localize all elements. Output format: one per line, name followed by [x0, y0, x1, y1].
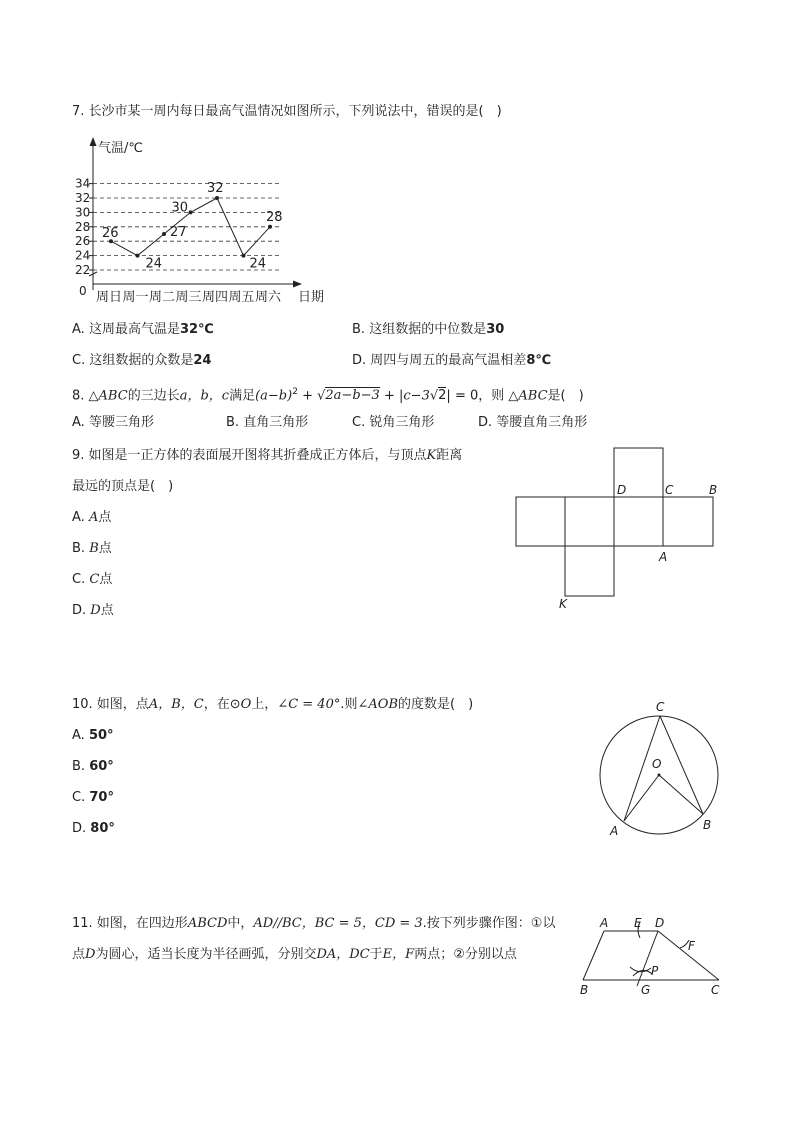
data-label-3: 30: [171, 200, 189, 216]
sqrt-sign: √: [317, 388, 326, 404]
q10-stem: 10. 如图，点A，B，C，在⊙O上，∠C = 40°.则∠AOB的度数是( ): [72, 697, 474, 712]
q10-option-b[interactable]: B. 60°: [72, 759, 114, 774]
q7-option-b[interactable]: B. 这组数据的中位数是30: [352, 322, 505, 337]
y-tick-label-28: 28: [75, 219, 91, 234]
vertex-d: D: [617, 483, 627, 497]
q11-stem-line2: 点D为圆心，适当长度为半径画弧，分别交DA，DC于E，F两点；②分别以点: [72, 947, 517, 962]
point-p: P: [651, 964, 659, 978]
x-tick-label-2: 周二: [149, 290, 176, 305]
point-e: E: [634, 916, 642, 930]
q8-option-c[interactable]: C. 锐角三角形: [352, 415, 435, 430]
point-d: D: [655, 916, 665, 930]
point-b: B: [703, 818, 712, 832]
q7-option-d[interactable]: D. 周四与周五的最高气温相差8℃: [352, 353, 552, 368]
x-tick-label-1: 周一: [122, 290, 149, 305]
q10-option-d[interactable]: D. 80°: [72, 821, 115, 836]
q9-option-d[interactable]: D. D点: [72, 603, 114, 618]
x-tick-label-6: 周六: [255, 290, 282, 305]
data-label-0: 26: [102, 226, 119, 242]
vertex-c: C: [665, 483, 674, 497]
y-tick-label-22: 22: [75, 263, 91, 277]
y-axis-label: 气温/℃: [98, 141, 143, 156]
data-label-1: 24: [145, 256, 163, 272]
point-a: A: [600, 916, 609, 930]
q9-option-a[interactable]: A. A点: [72, 510, 112, 525]
point-o: O: [652, 757, 662, 771]
side-ab: [583, 931, 604, 980]
point-c: C: [711, 983, 720, 997]
q8-option-d[interactable]: D. 等腰直角三角形: [478, 415, 588, 430]
y-tick-label-32: 32: [75, 191, 91, 205]
x-axis-label: 日期: [298, 290, 325, 305]
q11-stem-line1: 11. 如图，在四边形ABCD中，AD//BC，BC = 5，CD = 3.按下列步骤作图：①以: [72, 916, 556, 931]
data-label-5: 24: [249, 256, 267, 272]
y-tick-label-26: 26: [75, 234, 91, 249]
x-tick-label-3: 周三: [175, 290, 202, 305]
q9-stem-line2: 最远的顶点是( ): [72, 479, 174, 494]
q7-option-c[interactable]: C. 这组数据的众数是24: [72, 353, 212, 368]
data-label-6: 28: [266, 209, 283, 225]
y-tick-label-34: 34: [75, 176, 91, 191]
q10-option-c[interactable]: C. 70°: [72, 790, 114, 805]
q7-option-a[interactable]: A. 这周最高气温是32℃: [72, 322, 214, 337]
data-label-4: 32: [207, 181, 224, 196]
vertex-k: K: [559, 597, 567, 611]
q8-option-b[interactable]: B. 直角三角形: [226, 415, 309, 430]
point-b: B: [580, 983, 589, 997]
origin-label: 0: [79, 284, 87, 298]
q10-option-a[interactable]: A. 50°: [72, 728, 114, 743]
q9-stem-line1: 9. 如图是一正方体的表面展开图将其折叠成正方体后，与顶点K距离: [72, 448, 463, 463]
data-label-2: 27: [170, 225, 187, 240]
q8-stem: 8. △ABC的三边长a，b，c满足$(a-b)^2 + √2a-b-3 + |c-3√2| = 0$，则 △ABC是( ): [72, 387, 584, 404]
y-tick-label-24: 24: [75, 248, 91, 263]
vertex-a: A: [659, 550, 668, 564]
x-tick-label-4: 周四: [202, 290, 229, 305]
q7-stem: 7. 长沙市某一周内每日最高气温情况如图所示，下列说法中，错误的是( ): [72, 104, 502, 119]
x-tick-label-0: 周日: [96, 290, 123, 305]
point-a: A: [610, 824, 619, 838]
y-tick-label-30: 30: [75, 205, 91, 220]
point-c: C: [656, 700, 665, 714]
q9-option-c[interactable]: C. C点: [72, 572, 113, 587]
q9-option-b[interactable]: B. B点: [72, 541, 112, 556]
point-g: G: [641, 983, 651, 997]
q8-option-a[interactable]: A. 等腰三角形: [72, 415, 154, 430]
point-f: F: [688, 939, 695, 953]
vertex-b: B: [709, 483, 718, 497]
x-tick-label-5: 周五: [228, 290, 255, 305]
